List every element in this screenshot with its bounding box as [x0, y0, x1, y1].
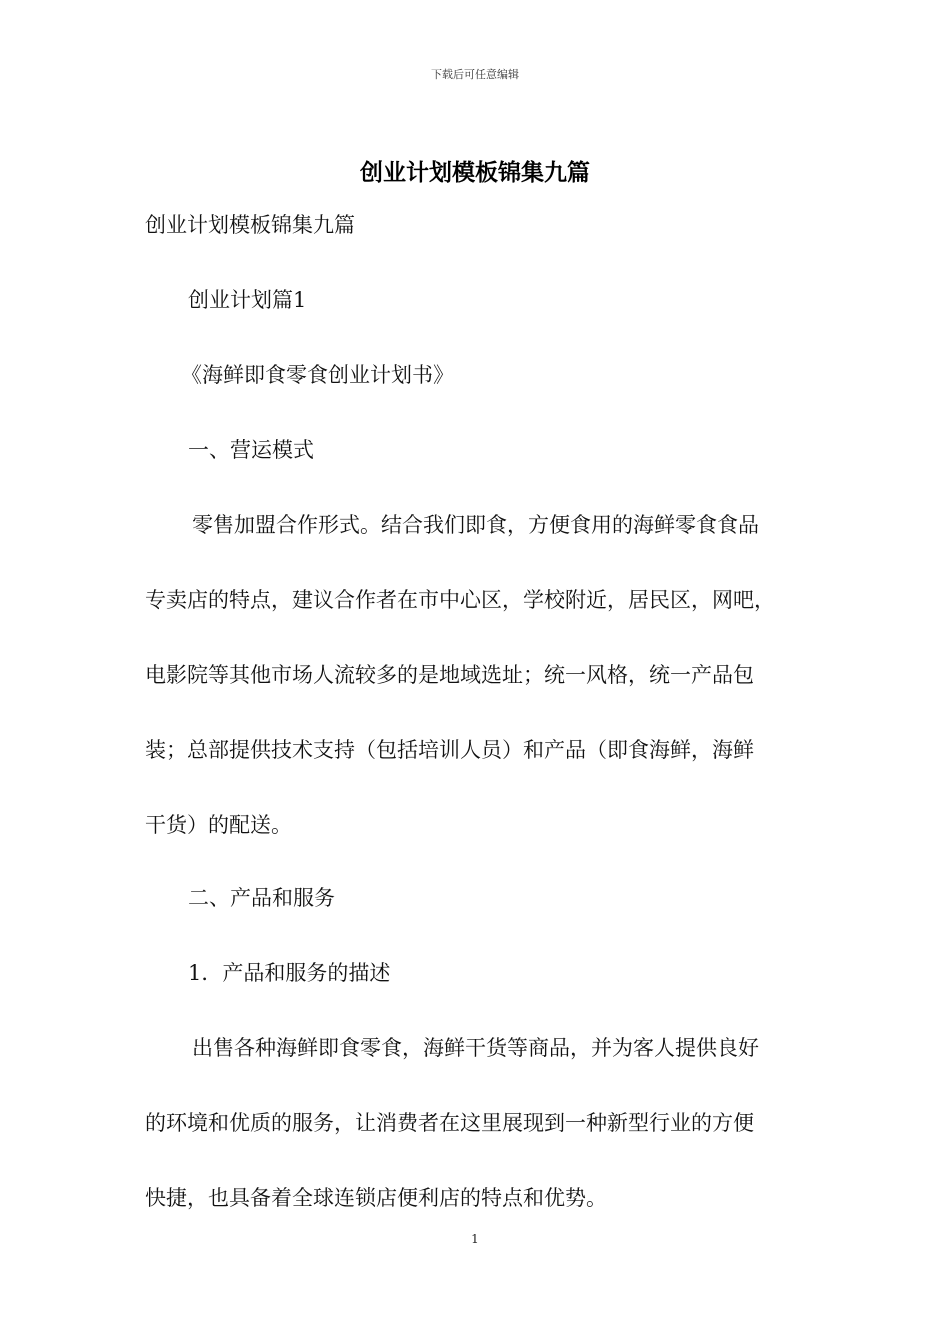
paragraph-line: 干货）的配送。	[145, 813, 292, 837]
paragraph-line: 电影院等其他市场人流较多的是地域选址；统一风格，统一产品包	[145, 663, 754, 687]
document-title: 创业计划模板锦集九篇	[360, 159, 590, 186]
section-heading-plan-1: 创业计划篇1	[188, 288, 307, 312]
paragraph-line: 专卖店的特点，建议合作者在市中心区，学校附近，居民区，网吧，	[145, 588, 775, 612]
section-heading-products-services: 二、产品和服务	[188, 886, 335, 910]
subtitle-line: 创业计划模板锦集九篇	[145, 213, 355, 237]
header-note: 下载后可任意编辑	[431, 68, 519, 81]
paragraph-line: 零售加盟合作形式。结合我们即食，方便食用的海鲜零食食品	[192, 513, 759, 537]
paragraph-line: 出售各种海鲜即食零食，海鲜干货等商品，并为客人提供良好	[192, 1036, 759, 1060]
book-title-line: 《海鲜即食零食创业计划书》	[181, 363, 454, 387]
subsection-heading-description: 1．产品和服务的描述	[188, 961, 391, 985]
paragraph-line: 的环境和优质的服务，让消费者在这里展现到一种新型行业的方便	[145, 1111, 754, 1135]
paragraph-line: 装；总部提供技术支持（包括培训人员）和产品（即食海鲜，海鲜	[145, 738, 754, 762]
section-heading-operation-mode: 一、营运模式	[188, 438, 314, 462]
page-number: 1	[471, 1232, 479, 1246]
paragraph-line: 快捷，也具备着全球连锁店便利店的特点和优势。	[145, 1186, 607, 1210]
